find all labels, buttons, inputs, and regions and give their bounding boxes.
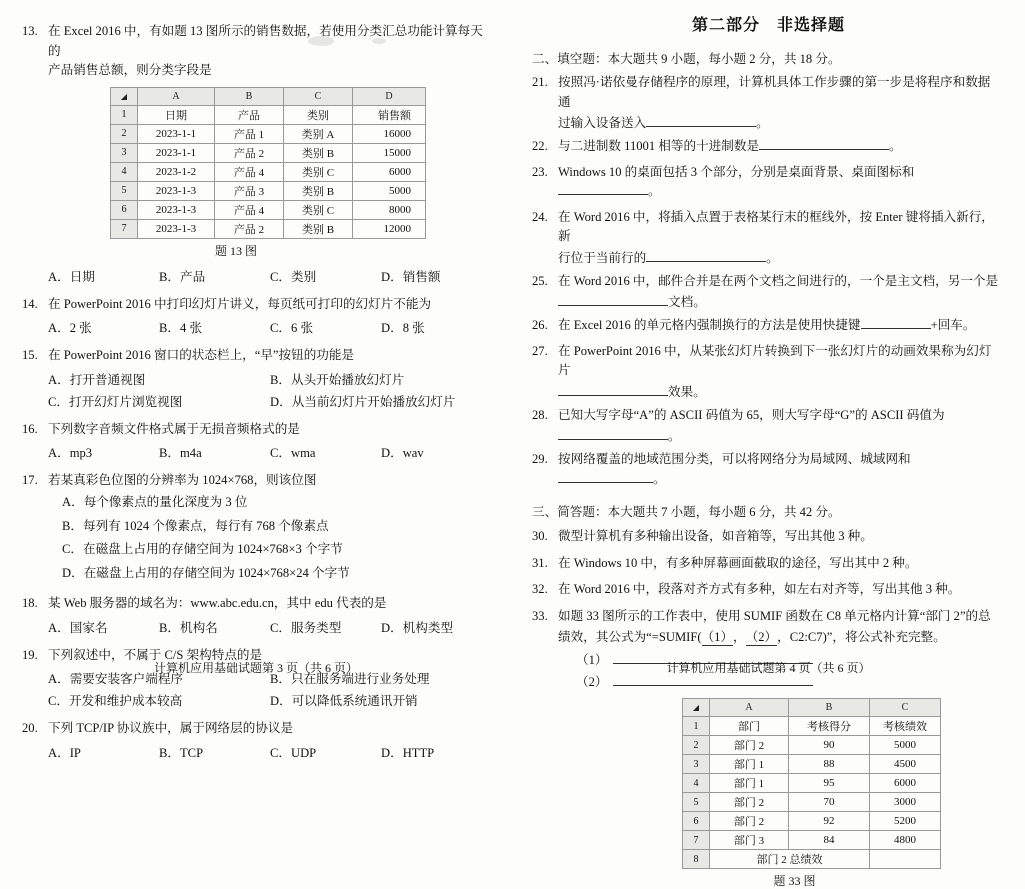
table-cell: 类别 B <box>284 181 353 200</box>
question-20 <box>22 719 492 739</box>
question-19-options-row2 <box>22 690 492 709</box>
answer-blank[interactable] <box>558 182 648 195</box>
option-d: D．销售额 <box>381 269 441 284</box>
row-number: 4 <box>683 774 710 793</box>
option-a: A．每个像素点的量化深度为 3 位 <box>62 494 248 509</box>
table-cell: 8000 <box>353 200 426 219</box>
row-number: 2 <box>683 736 710 755</box>
question-33 <box>532 607 1002 627</box>
question-24-line2: 行位于当前行的 。 <box>558 250 779 265</box>
question-17-options <box>22 491 492 587</box>
table-cell: 产品 <box>215 105 284 124</box>
table-row <box>683 831 941 850</box>
question-25-line2: 文档。 <box>532 291 1002 310</box>
question-21-number: 21. <box>532 75 548 89</box>
table-cell: 销售额 <box>353 105 426 124</box>
question-14-options <box>22 317 492 336</box>
table-cell: 产品 4 <box>215 200 284 219</box>
question-33-figure <box>532 698 1002 889</box>
row-number: 1 <box>683 717 710 736</box>
answer-blank-2[interactable]: （2） <box>746 626 777 646</box>
table-cell: 日期 <box>138 105 215 124</box>
question-15-options-row2 <box>22 391 492 410</box>
question-17-text: 若某真彩色位图的分辨率为 1024×768，则该位图 <box>48 473 317 488</box>
option-c: C．服务类型 <box>270 620 342 635</box>
table-cell: 4800 <box>870 831 941 850</box>
question-15-options-row1 <box>22 369 492 388</box>
question-30 <box>532 527 1002 547</box>
question-28 <box>532 406 1002 426</box>
option-c: C．打开幻灯片浏览视图 <box>48 394 183 409</box>
table-row <box>683 793 941 812</box>
row-number: 6 <box>683 812 710 831</box>
question-33-sub2: （2） <box>532 671 1002 690</box>
question-23-number: 23. <box>532 164 548 179</box>
right-page-column <box>512 0 1025 889</box>
question-15 <box>22 346 492 366</box>
row-number: 2 <box>111 124 138 143</box>
question-17-number: 17. <box>22 473 38 488</box>
table-cell: 92 <box>789 812 870 831</box>
question-31-number: 31. <box>532 555 548 570</box>
answer-blank[interactable] <box>646 114 756 127</box>
question-21-line2: 过输入设备送入 。 <box>558 116 769 131</box>
question-14 <box>22 295 492 315</box>
table-cell: 产品 2 <box>215 143 284 162</box>
table-row <box>683 774 941 793</box>
question-28-number: 28. <box>532 407 548 422</box>
table-cell: 5000 <box>353 181 426 200</box>
question-26-number: 26. <box>532 318 548 333</box>
column-header: A <box>138 87 215 105</box>
question-16-text: 下列数字音频文件格式属于无损音频格式的是 <box>48 421 300 436</box>
answer-blank-1[interactable]: （1） <box>702 626 733 646</box>
question-13-options <box>22 266 492 285</box>
table-row <box>683 812 941 831</box>
question-32-text: 在 Word 2016 中，段落对齐方式有多种，如左右对齐等，写出其他 3 种。 <box>558 582 961 597</box>
question-27-text: 在 PowerPoint 2016 中，从某张幻灯片转换到下一张幻灯片的动画效果称为幻灯片 <box>558 343 992 378</box>
table-row <box>111 200 426 219</box>
table-cell: 15000 <box>353 143 426 162</box>
column-header: ◢ <box>111 87 138 105</box>
option-c: C．6 张 <box>270 321 314 336</box>
question-24-text: 在 Word 2016 中，将插入点置于表格某行末的框线外，按 Enter 键将插入新行，新 <box>558 209 994 244</box>
option-b: B．只在服务端进行业务处理 <box>270 672 430 687</box>
table-cell: 考核得分 <box>789 717 870 736</box>
question-32-number: 32. <box>532 582 548 597</box>
question-14-number: 14. <box>22 296 38 311</box>
question-27-number: 27. <box>532 343 548 358</box>
option-b: B．4 张 <box>159 321 203 336</box>
part-two-title: 第二部分 非选择题 <box>691 17 845 34</box>
table-cell: 类别 <box>284 105 353 124</box>
row-number: 8 <box>683 850 710 869</box>
table-cell: 部门 2 <box>710 793 789 812</box>
table-cell: 类别 B <box>284 219 353 238</box>
table-cell: 2023-1-3 <box>138 200 215 219</box>
question-21-text: 按照冯·诺依曼存储程序的原理，计算机具体工作步骤的第一步是将程序和数据通 <box>558 75 991 109</box>
table-cell: 类别 A <box>284 124 353 143</box>
right-page-footer: 计算机应用基础试题第 4 页（共 6 页） <box>666 661 871 675</box>
table-cell: 4500 <box>870 755 941 774</box>
question-30-number: 30. <box>532 529 548 544</box>
option-d: D．在磁盘上占用的存储空间为 1024×768×24 个字节 <box>62 566 350 581</box>
answer-blank[interactable] <box>759 137 889 150</box>
question-22-text: 与二进制数 11001 相等的十进制数是 。 <box>558 139 902 154</box>
table-cell: 90 <box>789 736 870 755</box>
table-cell: 部门 1 <box>710 774 789 793</box>
option-d: D．HTTP <box>381 745 435 760</box>
option-c: C．wma <box>270 446 316 461</box>
option-c: C．在磁盘上占用的存储空间为 1024×768×3 个字节 <box>62 542 343 557</box>
table-cell: 产品 2 <box>215 219 284 238</box>
row-number: 4 <box>111 162 138 181</box>
table-cell: 3000 <box>870 793 941 812</box>
question-23-text: Windows 10 的桌面包括 3 个部分，分别是桌面背景、桌面图标和。 <box>558 164 915 199</box>
question-13-text-line2: 产品销售总额，则分类字段是 <box>48 63 212 78</box>
table-header-row <box>683 699 941 717</box>
table-row <box>683 736 941 755</box>
table-cell: 部门 2 <box>710 812 789 831</box>
answer-blank[interactable] <box>861 316 931 329</box>
option-a: A．2 张 <box>48 321 92 336</box>
answer-blank[interactable] <box>558 293 668 306</box>
table-cell: 12000 <box>353 219 426 238</box>
question-24 <box>532 208 1002 247</box>
option-d: D．可以降低系统通讯开销 <box>270 694 418 709</box>
question-29 <box>532 450 1002 489</box>
table-cell <box>870 850 941 869</box>
option-c: C．开发和维护成本较高 <box>48 694 183 709</box>
table-cell: 产品 1 <box>215 124 284 143</box>
column-header: C <box>284 87 353 105</box>
option-b: B．TCP <box>159 745 204 760</box>
option-c: C．类别 <box>270 269 317 284</box>
question-21 <box>532 73 1002 112</box>
question-31-text: 在 Windows 10 中，有多种屏幕画面截取的途径，写出其中 2 种。 <box>558 555 918 570</box>
question-13 <box>22 22 492 61</box>
question-15-text: 在 PowerPoint 2016 窗口的状态栏上，“早”按钮的功能是 <box>48 348 355 363</box>
question-18 <box>22 594 492 614</box>
option-d: D．wav <box>381 446 424 461</box>
question-20-options <box>22 742 492 761</box>
answer-blank[interactable] <box>558 427 668 440</box>
table-cell: 2023-1-3 <box>138 181 215 200</box>
question-28-line2: 。 <box>532 425 1002 444</box>
question-29-number: 29. <box>532 452 548 467</box>
table-cell: 类别 C <box>284 162 353 181</box>
option-a: A．国家名 <box>48 620 108 635</box>
option-a: A．日期 <box>48 269 95 284</box>
table-cell: 2023-1-1 <box>138 143 215 162</box>
question-16-options <box>22 442 492 461</box>
column-header: B <box>215 87 284 105</box>
question-20-number: 20. <box>22 721 38 736</box>
table-cell: 6000 <box>353 162 426 181</box>
table-cell: 部门 3 <box>710 831 789 850</box>
option-b: B．从头开始播放幻灯片 <box>270 372 405 387</box>
question-26 <box>532 316 1002 336</box>
table-row <box>683 850 941 869</box>
option-a: A．需要安装客户端程序 <box>48 672 184 687</box>
question-15-number: 15. <box>22 348 38 363</box>
table-row <box>111 162 426 181</box>
table-cell: 部门 2 <box>710 736 789 755</box>
column-header: ◢ <box>683 699 710 717</box>
table-row <box>111 105 426 124</box>
column-header: C <box>870 699 941 717</box>
table-cell: 产品 4 <box>215 162 284 181</box>
table-row <box>111 181 426 200</box>
question-13-text: 在 Excel 2016 中，有如题 13 图所示的销售数据，若使用分类汇总功能计算每天的 <box>48 24 483 58</box>
row-number: 6 <box>111 200 138 219</box>
row-number: 1 <box>111 105 138 124</box>
table-cell: 84 <box>789 831 870 850</box>
question-31 <box>532 554 1002 574</box>
question-29-text: 按网络覆盖的地域范围分类，可以将网络分为局域网、城域网和。 <box>558 452 911 486</box>
question-18-text: 某 Web 服务器的域名为：www.abc.edu.cn，其中 edu 代表的是 <box>48 596 387 611</box>
question-22 <box>532 137 1002 157</box>
table-cell: 2023-1-1 <box>138 124 215 143</box>
question-25-text: 在 Word 2016 中，邮件合并是在两个文档之间进行的，一个是主文档，另一个是 <box>558 273 999 288</box>
question-33-line2: 绩效，其公式为“=SUMIF(（1），（2），C2:C7)”，将公式补充完整。 <box>532 626 1002 646</box>
question-16 <box>22 420 492 440</box>
option-c: C．UDP <box>270 745 317 760</box>
question-23 <box>532 163 1002 202</box>
row-number: 5 <box>111 181 138 200</box>
table-row <box>683 755 941 774</box>
column-header: A <box>710 699 789 717</box>
excel-table-33 <box>682 698 941 869</box>
question-33-sub1: （1） <box>532 649 1002 668</box>
row-number: 7 <box>683 831 710 850</box>
question-17 <box>22 471 492 491</box>
question-13-caption: 题 13 图 <box>214 243 257 258</box>
question-18-options <box>22 617 492 636</box>
option-d: D．机构类型 <box>381 620 454 635</box>
left-page-column <box>0 0 512 760</box>
question-33-number: 33. <box>532 608 548 623</box>
question-16-number: 16. <box>22 421 38 436</box>
table-cell: 88 <box>789 755 870 774</box>
column-header: B <box>789 699 870 717</box>
question-13-number: 13. <box>22 24 38 38</box>
question-22-number: 22. <box>532 139 548 154</box>
left-page-footer: 计算机应用基础试题第 3 页（共 6 页） <box>153 661 358 675</box>
option-a: A．打开普通视图 <box>48 372 146 387</box>
row-number: 3 <box>683 755 710 774</box>
option-b: B．机构名 <box>159 620 218 635</box>
question-20-text: 下列 TCP/IP 协议族中，属于网络层的协议是 <box>48 721 294 736</box>
row-number: 7 <box>111 219 138 238</box>
option-a: A．mp3 <box>48 446 93 461</box>
option-b: B．每列有 1024 个像素点，每行有 768 个像素点 <box>62 518 329 533</box>
table-cell: 考核绩效 <box>870 717 941 736</box>
question-27-line2: 效果。 <box>532 381 1002 400</box>
question-24-number: 24. <box>532 209 548 224</box>
option-b: B．产品 <box>159 269 206 284</box>
table-cell: 部门 1 <box>710 755 789 774</box>
question-19-text: 下列叙述中，不属于 C/S 架构特点的是 <box>48 647 263 662</box>
table-cell: 95 <box>789 774 870 793</box>
answer-blank[interactable] <box>558 383 668 396</box>
question-33-caption: 题 33 图 <box>773 874 816 889</box>
table-cell: 6000 <box>870 774 941 793</box>
option-d: D．8 张 <box>381 321 425 336</box>
table-cell: 5000 <box>870 736 941 755</box>
question-25 <box>532 272 1002 292</box>
option-b: B．m4a <box>159 446 202 461</box>
question-13-figure <box>22 87 492 259</box>
section-two-heading: 二、填空题：本大题共 9 小题，每小题 2 分，共 18 分。 <box>532 52 841 66</box>
row-number: 5 <box>683 793 710 812</box>
row-number: 3 <box>111 143 138 162</box>
table-cell: 类别 C <box>284 200 353 219</box>
question-33-text: 如题 33 图所示的工作表中，使用 SUMIF 函数在 C8 单元格内计算“部门 2”的总 <box>558 608 991 623</box>
question-25-number: 25. <box>532 273 548 288</box>
table-cell: 16000 <box>353 124 426 143</box>
section-three-heading: 三、简答题：本大题共 7 小题，每小题 6 分，共 42 分。 <box>532 505 841 520</box>
question-26-text: 在 Excel 2016 的单元格内强制换行的方法是使用快捷键 +回车。 <box>558 318 976 333</box>
answer-blank[interactable] <box>558 470 653 483</box>
table-header-row <box>111 87 426 105</box>
table-cell: 部门 2 总绩效 <box>710 850 870 869</box>
table-cell: 5200 <box>870 812 941 831</box>
table-row <box>111 219 426 238</box>
question-14-text: 在 PowerPoint 2016 中打印幻灯片讲义，每页纸可打印的幻灯片不能为 <box>48 296 432 311</box>
table-cell: 2023-1-3 <box>138 219 215 238</box>
table-row <box>683 717 941 736</box>
column-header: D <box>353 87 426 105</box>
option-d: D．从当前幻灯片开始播放幻灯片 <box>270 394 456 409</box>
question-18-number: 18. <box>22 596 38 611</box>
table-cell: 70 <box>789 793 870 812</box>
option-a: A．IP <box>48 745 81 760</box>
table-cell: 产品 3 <box>215 181 284 200</box>
table-cell: 部门 <box>710 717 789 736</box>
table-row <box>111 124 426 143</box>
question-28-text: 已知大写字母“A”的 ASCII 码值为 65，则大写字母“G”的 ASCII 码值为 <box>558 407 945 422</box>
question-32 <box>532 580 1002 600</box>
excel-table-13 <box>110 87 426 239</box>
table-row <box>111 143 426 162</box>
table-cell: 类别 B <box>284 143 353 162</box>
question-27 <box>532 342 1002 381</box>
question-19-number: 19. <box>22 647 38 662</box>
table-cell: 2023-1-2 <box>138 162 215 181</box>
question-30-text: 微型计算机有多种输出设备，如音箱等，写出其他 3 种。 <box>558 529 873 544</box>
answer-blank[interactable] <box>646 249 766 262</box>
